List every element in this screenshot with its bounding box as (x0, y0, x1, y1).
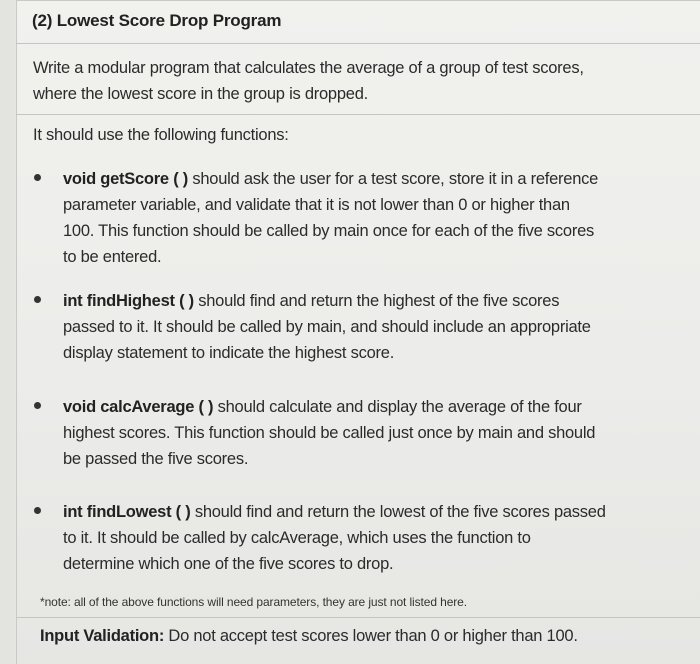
input-validation (40, 627, 578, 646)
description-line: should ask the user for a test score, store it in a reference (188, 170, 599, 188)
function-signature: void calcAverage ( ) (63, 398, 214, 416)
intro-divider (16, 114, 700, 115)
validation-label: Input Validation: (40, 627, 165, 645)
description-line: display statement to indicate the highest score. (63, 344, 395, 362)
functions-heading: It should use the following functions: (33, 126, 289, 144)
function-signature: int findLowest ( ) (63, 503, 191, 521)
description-line: determine which one of the five scores to drop. (63, 555, 394, 573)
description-line: to be entered. (63, 248, 162, 266)
intro-line: where the lowest score in the group is dropped. (33, 85, 368, 103)
function-signature: int findHighest ( ) (63, 292, 194, 310)
description-line: should find and return the lowest of the five scores passed (190, 503, 606, 521)
title-divider (16, 43, 700, 44)
assignment-title: (2) Lowest Score Drop Program (32, 11, 282, 30)
description-line: to it. It should be called by calcAverage, which uses the function to (63, 529, 531, 547)
description-line: 100. This function should be called by main once for each of the five scores (63, 222, 595, 240)
bullet-icon (34, 174, 41, 181)
bullet-icon (34, 296, 41, 303)
intro-paragraph (33, 55, 584, 107)
function-description (63, 394, 595, 472)
intro-line: Write a modular program that calculates the average of a group of test scores, (33, 59, 584, 77)
bullet-icon (34, 507, 41, 514)
function-description (63, 499, 606, 577)
note-divider (16, 617, 700, 618)
bullet-icon (34, 402, 41, 409)
function-description (63, 166, 598, 270)
function-description (63, 288, 591, 366)
description-line: parameter variable, and validate that it is not lower than 0 or higher than (63, 196, 570, 214)
description-line: highest scores. This function should be called just once by main and should (63, 424, 596, 442)
description-line: should calculate and display the average of the four (213, 398, 582, 416)
function-signature: void getScore ( ) (63, 170, 189, 188)
description-line: passed to it. It should be called by main, and should include an appropriate (63, 318, 591, 336)
validation-text: Do not accept test scores lower than 0 or higher than 100. (164, 627, 578, 645)
description-line: should find and return the highest of the five scores (193, 292, 560, 310)
description-line: be passed the five scores. (63, 450, 249, 468)
footnote: *note: all of the above functions will need parameters, they are just not listed here. (40, 595, 467, 609)
